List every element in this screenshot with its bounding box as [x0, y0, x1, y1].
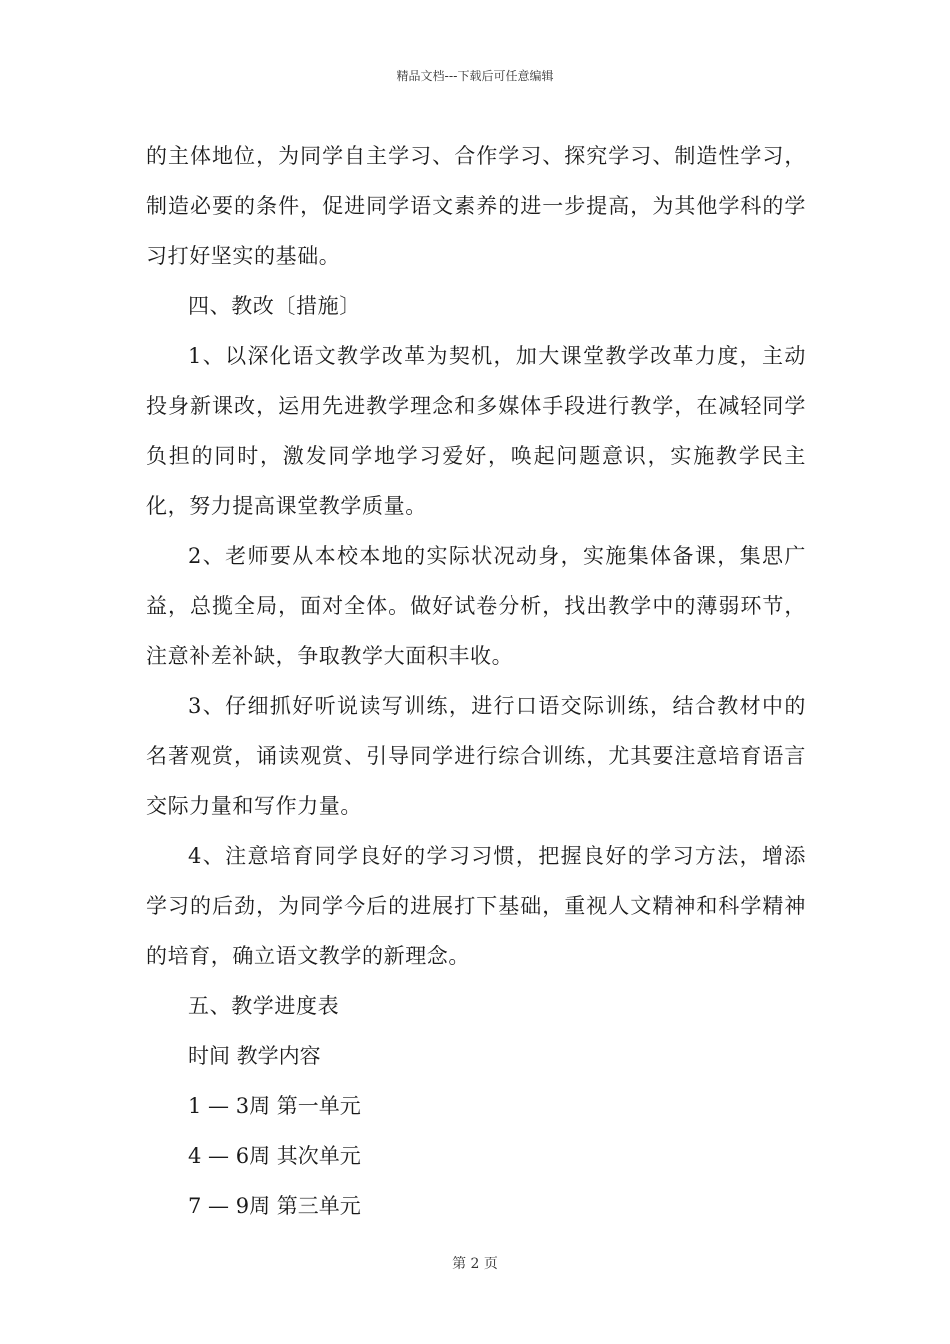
page-number: 第 2 页: [452, 1256, 498, 1272]
paragraph-measure-3: 3、仔细抓好听说读写训练，进行口语交际训练，结合教材中的名著观赏，诵读观赏、引导同学进行综合训练，尤其要注意培育语言交际力量和写作力量。: [146, 694, 806, 818]
schedule-row: 1 — 3周 第一单元: [188, 1094, 361, 1118]
schedule-row: 7 — 9周 第三单元: [188, 1194, 361, 1218]
schedule-header: 时间 教学内容: [188, 1044, 321, 1068]
document-body: [146, 131, 806, 1231]
paragraph-measure-1: 1、以深化语文教学改革为契机，加大课堂教学改革力度，主动投身新课改，运用先进教学理念和多媒体手段进行教学，在减轻同学负担的同时，激发同学地学习爱好，唤起问题意识，实施教学民主化，努力提高课堂教学质量。: [146, 344, 806, 518]
paragraph-continuation: 的主体地位，为同学自主学习、合作学习、探究学习、制造性学习，制造必要的条件，促进同学语文素养的进一步提高，为其他学科的学习打好坚实的基础。: [146, 144, 806, 268]
section-heading-measures: 四、教改〔措施〕: [188, 294, 361, 318]
page-header: 精品文档---下载后可任意编辑: [396, 69, 554, 83]
paragraph-measure-2: 2、老师要从本校本地的实际状况动身，实施集体备课，集思广益，总揽全局，面对全体。做好试卷分析，找出教学中的薄弱环节，注意补差补缺，争取教学大面积丰收。: [146, 544, 806, 668]
paragraph-measure-4: 4、注意培育同学良好的学习习惯，把握良好的学习方法，增添学习的后劲，为同学今后的进展打下基础，重视人文精神和科学精神的培育，确立语文教学的新理念。: [146, 844, 806, 968]
section-heading-schedule: 五、教学进度表: [188, 994, 340, 1018]
schedule-row: 4 — 6周 其次单元: [188, 1144, 361, 1168]
